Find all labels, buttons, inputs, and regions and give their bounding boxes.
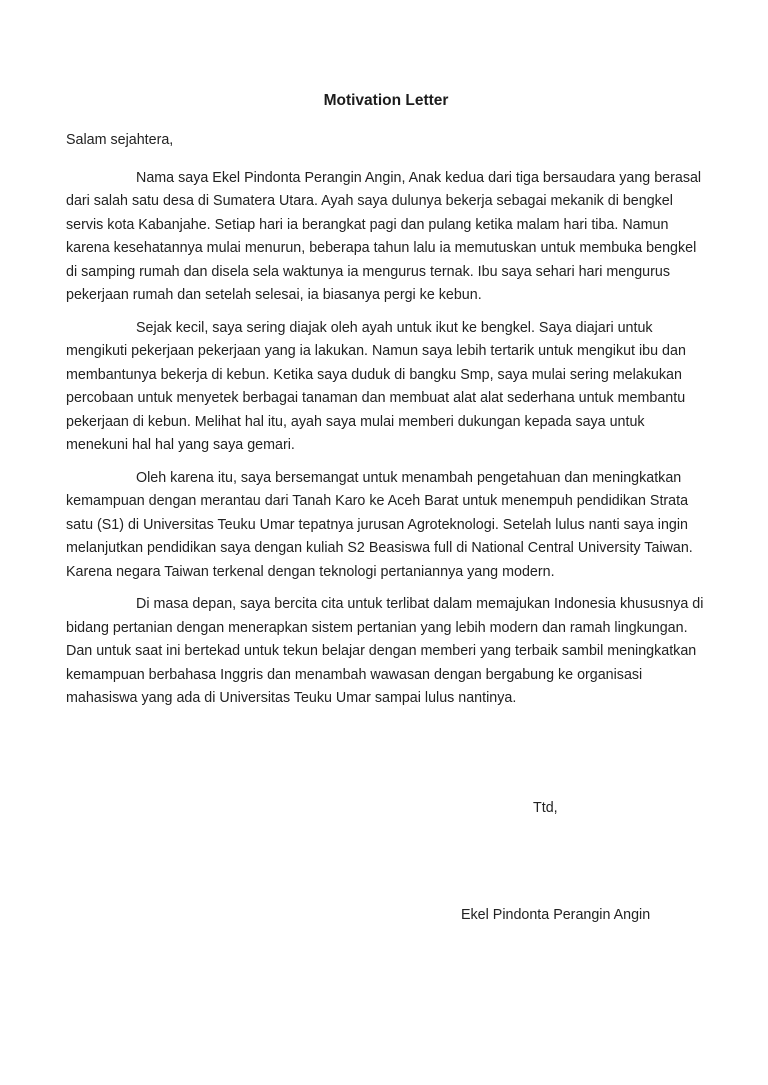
- signature-closing: Ttd,: [533, 799, 558, 816]
- letter-paragraph: Di masa depan, saya bercita cita untuk terlibat dalam memajukan Indonesia khususnya di bidang pertanian dengan menerapkan sistem pertanian yang lebih modern dan ramah lingkungan. Dan untuk saat ini bertekad untuk tekun belajar dengan memberi yang terbaik sambil meningkatkan kemampuan berbahasa Inggris dan menambah wawasan dengan bergabung ke organisasi mahasiswa yang ada di Universitas Teuku Umar sampai lulus nantinya.: [66, 596, 704, 706]
- letter-greeting: Salam sejahtera,: [66, 132, 174, 148]
- letter-paragraph: Oleh karena itu, saya bersemangat untuk menambah pengetahuan dan meningkatkan kemampuan dengan merantau dari Tanah Karo ke Aceh Barat untuk menempuh pendidikan Strata satu (S1) di Universitas Teuku Umar tepatnya jurusan Agroteknologi. Setelah lulus nanti saya ingin melanjutkan pendidikan saya dengan kuliah S2 Beasiswa full di National Central University Taiwan. Karena negara Taiwan terkenal dengan teknologi pertaniannya yang modern.: [66, 469, 693, 580]
- document-title: Motivation Letter: [323, 92, 449, 109]
- signature-name: Ekel Pindonta Perangin Angin: [461, 907, 651, 923]
- letter-paragraph: Nama saya Ekel Pindonta Perangin Angin, Anak kedua dari tiga bersaudara yang berasal dari salah satu desa di Sumatera Utara. Ayah saya dulunya bekerja sebagai mekanik di bengkel servis kota Kabanjahe. Setiap hari ia berangkat pagi dan pulang ketika malam hari tiba. Namun karena kesehatannya mulai menurun, beberapa tahun lalu ia memutuskan untuk membuka bengkel di samping rumah dan disela sela waktunya ia mengurus ternak. Ibu saya sehari hari mengurus pekerjaan rumah dan setelah selesai, ia biasanya pergi ke kebun.: [66, 169, 702, 303]
- letter-paragraph: Sejak kecil, saya sering diajak oleh ayah untuk ikut ke bengkel. Saya diajari untuk mengikuti pekerjaan pekerjaan yang ia lakukan. Namun saya lebih tertarik untuk mengikut ibu dan membantunya bekerja di kebun. Ketika saya duduk di bangku Smp, saya mulai sering melakukan percobaan untuk menyetek berbagai tanaman dan membuat alat alat sederhana untuk membantu pekerjaan di kebun. Melihat hal itu, ayah saya mulai memberi dukungan kepada saya untuk menekuni hal hal yang saya gemari.: [66, 319, 686, 453]
- signature-block: [66, 797, 706, 928]
